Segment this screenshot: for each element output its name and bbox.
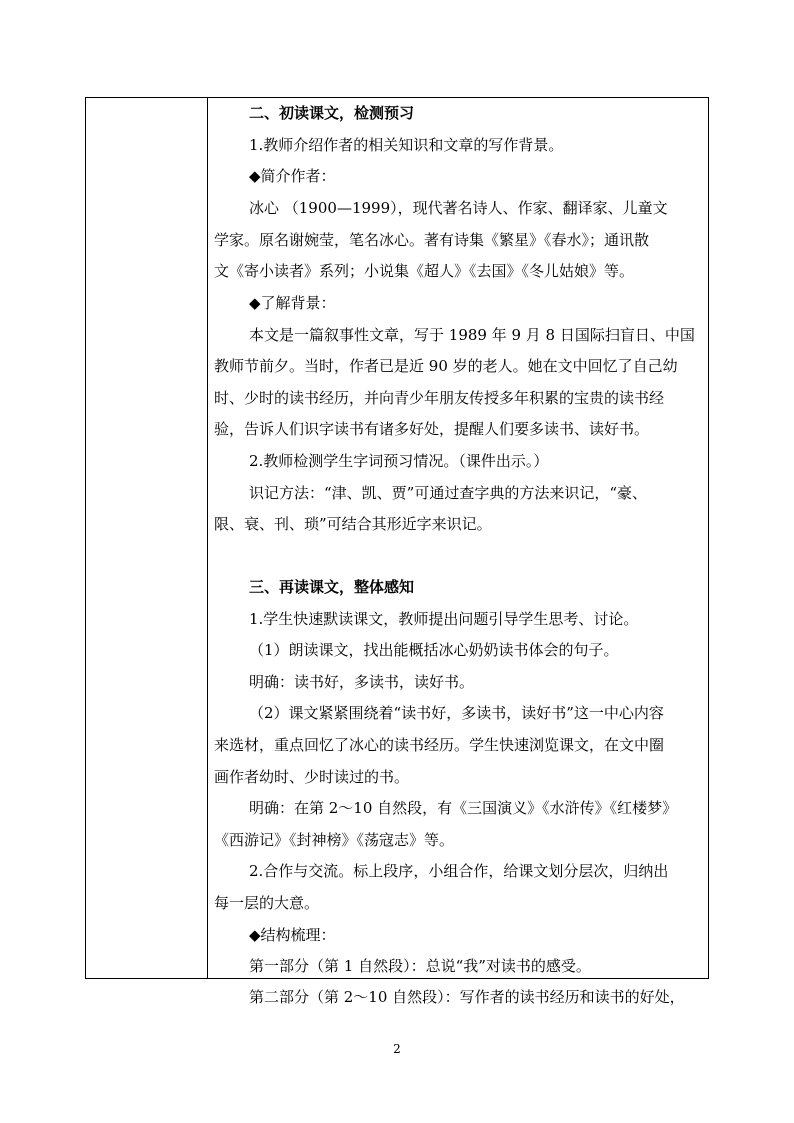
paragraph-line: 来选材，重点回忆了冰心的读书经历。学生快速浏览课文，在文中圈: [214, 736, 665, 754]
paragraph-line: 学家。原名谢婉莹，笔名冰心。著有诗集《繁星》《春水》；通讯散: [214, 231, 650, 249]
paragraph-line: 每一层的大意。: [214, 894, 320, 912]
paragraph-line: 验，告诉人们识字读书有诸多好处，提醒人们要多读书、读好书。: [214, 420, 650, 438]
paragraph-line: （1）朗读课文，找出能概括冰心奶奶读书体会的句子。: [249, 641, 619, 659]
paragraph-line: 2.教师检测学生字词预习情况。（课件出示。）: [249, 452, 549, 470]
paragraph-line: 第一部分（第 1 自然段）：总说“我”对读书的感受。: [249, 957, 591, 975]
paragraph-line: 冰心 （1900—1999），现代著名诗人、作家、翻译家、儿童文: [249, 199, 668, 217]
paragraph-line: 本文是一篇叙事性文章，写于 1989 年 9 月 8 日国际扫盲日、中国: [249, 326, 695, 344]
paragraph-line: 2.合作与交流。标上段序，小组合作，给课文划分层次，归纳出: [249, 862, 669, 880]
paragraph-line: 画作者幼时、少时读过的书。: [214, 768, 410, 786]
paragraph-line: ◆结构梳理：: [249, 926, 336, 944]
paragraph-line: 文《寄小读者》系列；小说集《超人》《去国》《冬儿姑娘》等。: [214, 262, 635, 280]
paragraph-line: ◆简介作者：: [249, 167, 336, 185]
paragraph-line: 《西游记》《封神榜》《荡寇志》等。: [214, 831, 455, 849]
paragraph-line: 限、衰、刊、琐”可结合其形近字来识记。: [214, 515, 492, 533]
section-heading: 二、初读课文，检测预习: [249, 104, 415, 122]
lesson-table: [85, 97, 709, 1006]
column-divider: [207, 98, 208, 978]
paragraph-line: 识记方法：“津、凯、贾”可通过查字典的方法来识记，“豪、: [249, 484, 648, 502]
paragraph-line: 时、少时的读书经历，并向青少年朋友传授多年积累的宝贵的读书经: [214, 389, 665, 407]
paragraph-line: 明确：读书好，多读书，读好书。: [249, 673, 475, 691]
section-heading: 三、再读课文，整体感知: [249, 578, 415, 596]
paragraph-line: （2）课文紧紧围绕着“读书好，多读书，读好书”这一中心内容: [249, 704, 664, 722]
paragraph-line: 教师节前夕。当时，作者已是近 90 岁的老人。她在文中回忆了自己幼: [214, 357, 678, 375]
paragraph-line: 1.学生快速默读课文，教师提出问题引导学生思考、讨论。: [249, 610, 639, 628]
page-number: 2: [393, 1042, 401, 1056]
paragraph-line: ◆了解背景：: [249, 294, 336, 312]
paragraph-line: 第二部分（第 2～10 自然段）：写作者的读书经历和读书的好处，: [249, 988, 685, 1006]
paragraph-line: 1.教师介绍作者的相关知识和文章的写作背景。: [249, 136, 564, 154]
paragraph-line: 明确：在第 2～10 自然段，有《三国演义》《水浒传》《红楼梦》: [249, 799, 678, 817]
